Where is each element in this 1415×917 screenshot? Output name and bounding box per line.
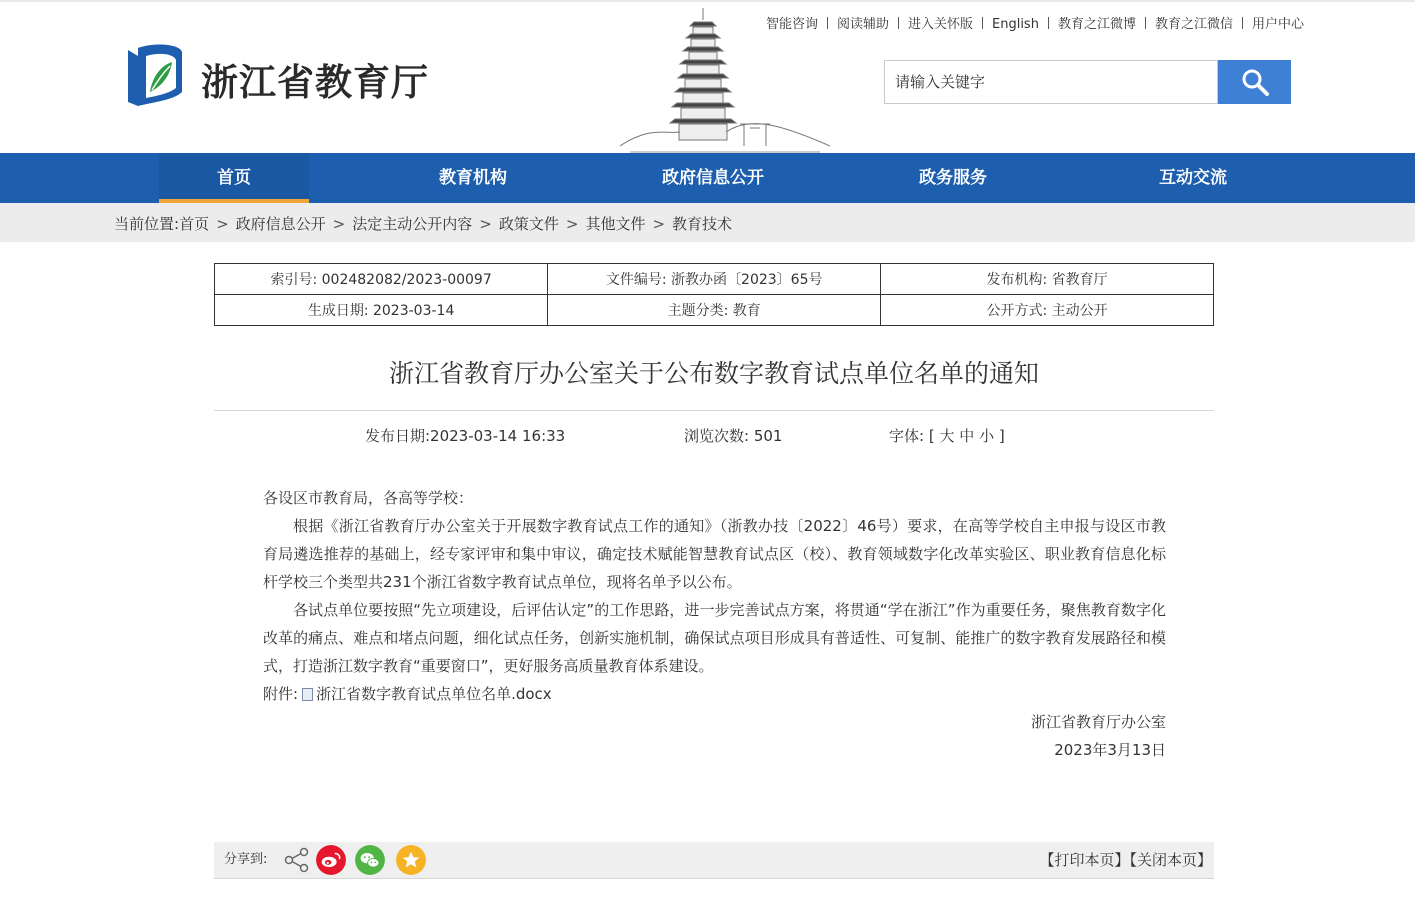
wechat-icon[interactable] [355, 845, 385, 875]
breadcrumb-statutory[interactable]: 法定主动公开内容 [352, 215, 473, 233]
search-input[interactable] [884, 60, 1218, 104]
divider [827, 17, 828, 29]
top-links [766, 13, 1304, 32]
divider [1242, 17, 1243, 29]
table-row [215, 264, 1214, 295]
top-link-wechat[interactable]: 教育之江微信 [1154, 17, 1233, 32]
font-size-control [889, 425, 1005, 446]
breadcrumb-prefix: 当前位置: [114, 215, 180, 233]
font-size-small[interactable]: 小 [979, 427, 995, 445]
page-actions [1039, 842, 1212, 878]
breadcrumb-separator: > [565, 215, 579, 233]
breadcrumb [0, 203, 1415, 242]
article-body [263, 484, 1166, 764]
top-link-reading-aid[interactable]: 阅读辅助 [836, 17, 889, 32]
salutation: 各设区市教育局，各高等学校： [263, 489, 474, 507]
issuing-agency: 发布机构: 省教育厅 [881, 264, 1214, 295]
site-header [0, 0, 1415, 153]
print-page-button[interactable]: 【打印本页】 [1039, 851, 1130, 869]
top-link-english[interactable]: English [992, 17, 1039, 32]
breadcrumb-edu-tech[interactable]: 教育技术 [672, 215, 733, 233]
share-icon[interactable] [282, 845, 312, 875]
attachment-link[interactable]: 浙江省数字教育试点单位名单.docx [316, 685, 552, 703]
attachment [263, 680, 1166, 708]
site-logo[interactable] [124, 42, 444, 112]
font-size-label: 字体: [889, 427, 925, 445]
article-title: 浙江省教育厅办公室关于公布数字教育试点单位名单的通知 [388, 359, 1039, 388]
search-icon [1241, 68, 1269, 96]
paragraph: 各试点单位要按照“先立项建设，后评估认定”的工作思路，进一步完善试点方案，将贯通“学在浙江”作为重要任务，聚焦教育数字化改革的痛点、难点和堵点问题，细化试点任务，创新实施机制，确保试点项目形成具有普适性、可复制、能推广的数字教育发展路径和模式，打造浙江数字教育“重要窗口”，更好服务高质量教育体系建设。 [263, 601, 1166, 675]
breadcrumb-other-docs[interactable]: 其他文件 [585, 215, 646, 233]
divider [1048, 17, 1049, 29]
view-count: 浏览次数: 501 [684, 427, 783, 445]
nav-item-gov-info[interactable]: 政府信息公开 [662, 168, 764, 188]
top-link-weibo[interactable]: 教育之江微博 [1057, 17, 1136, 32]
nav-item-institutions[interactable]: 教育机构 [439, 168, 507, 188]
top-link-smart-consult[interactable]: 智能咨询 [765, 17, 818, 32]
education-logo-icon [124, 42, 184, 108]
share-bar [214, 842, 1214, 879]
favorite-icon[interactable] [396, 845, 426, 875]
top-link-user-center[interactable]: 用户中心 [1251, 17, 1304, 32]
paragraph: 根据《浙江省教育厅办公室关于开展数字教育试点工作的通知》（浙教办技〔2022〕46号）要求，在高等学校自主申报与设区市教育局遴选推荐的基础上，经专家评审和集中审议，确定技术赋能智慧教育试点区（校）、教育领域数字化改革实验区、职业教育信息化标杆学校三个类型共231个浙江省数字教育试点单位，现将名单予以公布。 [263, 517, 1166, 591]
nav-item-home[interactable]: 首页 [159, 153, 309, 203]
attachment-label: 附件: [263, 685, 299, 703]
font-size-large[interactable]: 大 [939, 427, 955, 445]
divider [982, 17, 983, 29]
share-label: 分享到: [224, 852, 268, 867]
divider [898, 17, 899, 29]
site-name: 浙江省教育厅 [201, 60, 429, 104]
search-box [884, 60, 1291, 104]
breadcrumb-separator: > [216, 215, 229, 233]
font-size-medium[interactable]: 中 [959, 427, 975, 445]
divider [214, 410, 1214, 411]
signature: 浙江省教育厅办公室 [1030, 713, 1166, 731]
breadcrumb-separator: > [479, 215, 492, 233]
main-nav [0, 153, 1415, 203]
breadcrumb-policy-docs[interactable]: 政策文件 [498, 215, 559, 233]
breadcrumb-separator: > [332, 215, 346, 233]
breadcrumb-gov-info[interactable]: 政府信息公开 [235, 215, 326, 233]
document-icon [302, 688, 313, 701]
sign-date: 2023年3月13日 [1054, 741, 1166, 759]
top-link-care-mode[interactable]: 进入关怀版 [907, 17, 973, 32]
close-page-button[interactable]: 【关闭本页】 [1129, 851, 1212, 869]
font-bracket-open: [ [928, 427, 935, 445]
publish-date: 发布日期:2023-03-14 16:33 [365, 427, 566, 445]
document-number: 文件编号: 浙教办函〔2023〕65号 [548, 264, 881, 295]
breadcrumb-separator: > [652, 215, 666, 233]
document-info-table [214, 263, 1214, 326]
nav-item-gov-services[interactable]: 政务服务 [919, 168, 987, 188]
table-row [215, 295, 1214, 326]
topic-category: 主题分类: 教育 [548, 295, 881, 326]
created-date: 生成日期: 2023-03-14 [215, 295, 548, 326]
nav-item-interaction[interactable]: 互动交流 [1159, 168, 1227, 188]
divider [1145, 17, 1146, 29]
search-button[interactable] [1218, 60, 1291, 104]
index-number: 索引号: 002482082/2023-00097 [215, 264, 548, 295]
font-bracket-close: ] [998, 427, 1005, 445]
breadcrumb-home[interactable]: 首页 [179, 215, 210, 233]
weibo-icon[interactable] [316, 845, 346, 875]
disclosure-mode: 公开方式: 主动公开 [881, 295, 1214, 326]
